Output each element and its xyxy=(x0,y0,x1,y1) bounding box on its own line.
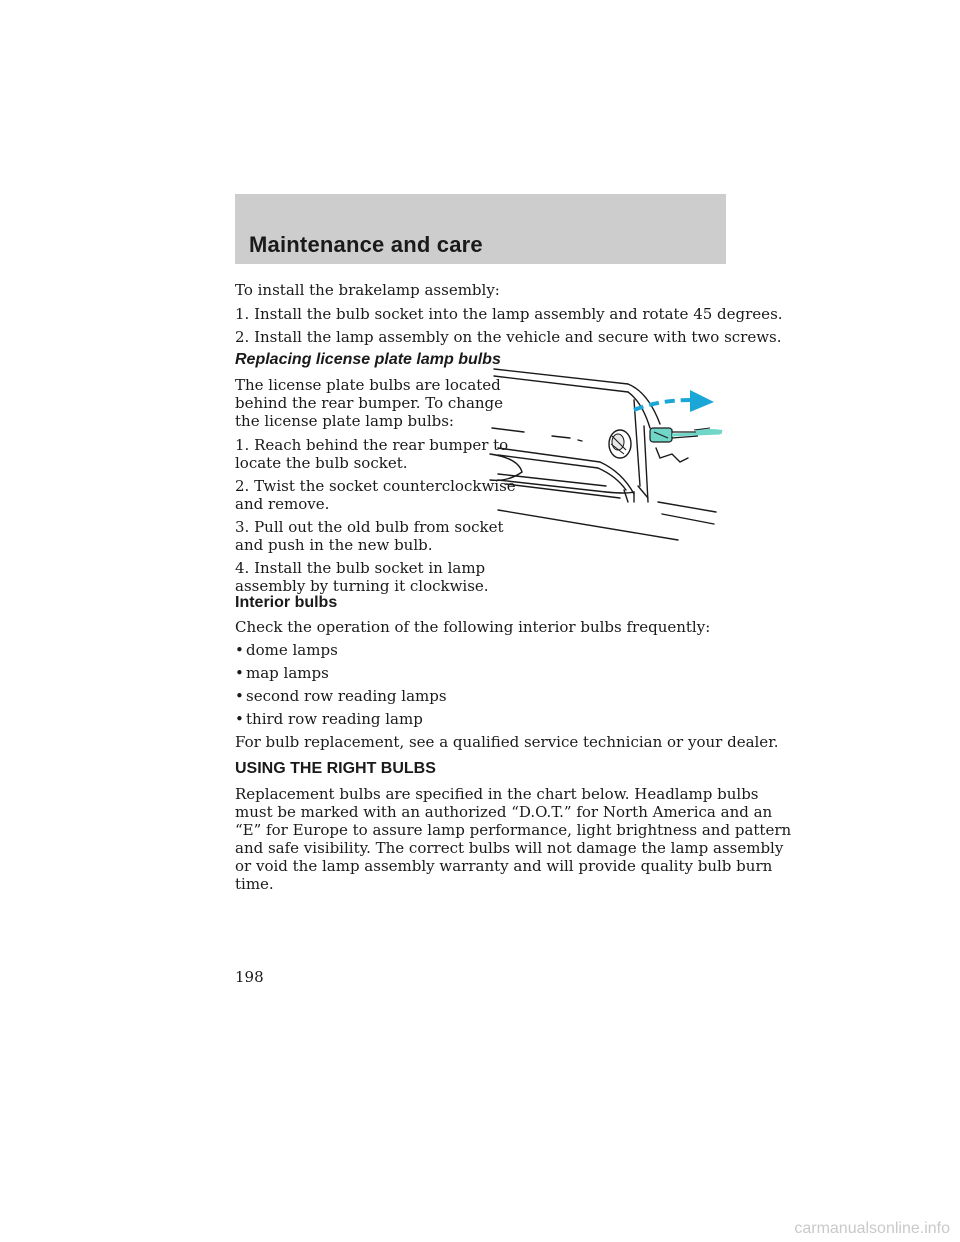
watermark: carmanualsonline.info xyxy=(794,1220,950,1237)
right-bulbs-line-1: Replacement bulbs are specified in the chart below. Headlamp bulbs xyxy=(235,785,759,803)
right-bulbs-line-4: and safe visibility. The correct bulbs will not damage the lamp assembly xyxy=(235,839,784,857)
bullet-icon: • xyxy=(235,687,244,705)
right-bulbs-heading: USING THE RIGHT BULBS xyxy=(235,760,436,777)
interior-bullet-2 xyxy=(235,664,329,683)
twist-arrow-icon xyxy=(634,390,714,412)
license-step-2-line-2: and remove. xyxy=(235,495,330,513)
license-step-1-line-1: 1. Reach behind the rear bumper to xyxy=(235,436,509,454)
license-step-1-line-2: locate the bulb socket. xyxy=(235,454,408,472)
license-lamp-illustration xyxy=(488,362,728,546)
license-para-line-1: The license plate bulbs are located xyxy=(235,376,501,394)
interior-bullet-text: dome lamps xyxy=(246,641,338,659)
bulb-socket xyxy=(650,428,722,442)
interior-bullet-text: second row reading lamps xyxy=(246,687,447,705)
bullet-icon: • xyxy=(235,710,244,728)
interior-bullet-4 xyxy=(235,710,423,729)
interior-closing: For bulb replacement, see a qualified service technician or your dealer. xyxy=(235,733,779,751)
right-bulbs-line-2: must be marked with an authorized “D.O.T.” for North America and an xyxy=(235,803,773,821)
intro-step-2: 2. Install the lamp assembly on the vehicle and secure with two screws. xyxy=(235,328,782,346)
interior-lead: Check the operation of the following interior bulbs frequently: xyxy=(235,618,711,636)
license-step-4-line-2: assembly by turning it clockwise. xyxy=(235,577,489,595)
license-para-line-3: the license plate lamp bulbs: xyxy=(235,412,454,430)
license-step-3-line-2: and push in the new bulb. xyxy=(235,536,433,554)
interior-bullet-3 xyxy=(235,687,447,706)
right-bulbs-line-5: or void the lamp assembly warranty and will provide quality bulb burn xyxy=(235,857,773,875)
bullet-icon: • xyxy=(235,641,244,659)
right-bulbs-line-6: time. xyxy=(235,875,274,893)
interior-bullet-1 xyxy=(235,641,338,660)
intro-lead: To install the brakelamp assembly: xyxy=(235,281,500,299)
license-step-3-line-1: 3. Pull out the old bulb from socket xyxy=(235,518,504,536)
bullet-icon: • xyxy=(235,664,244,682)
license-heading: Replacing license plate lamp bulbs xyxy=(235,351,501,368)
license-step-4-line-1: 4. Install the bulb socket in lamp xyxy=(235,559,486,577)
intro-step-1: 1. Install the bulb socket into the lamp assembly and rotate 45 degrees. xyxy=(235,305,783,323)
section-header-band xyxy=(235,194,726,264)
license-para-line-2: behind the rear bumper. To change xyxy=(235,394,504,412)
license-step-2-line-1: 2. Twist the socket counterclockwise xyxy=(235,477,516,495)
interior-bullet-text: map lamps xyxy=(246,664,329,682)
interior-heading: Interior bulbs xyxy=(235,594,338,611)
interior-bullet-text: third row reading lamp xyxy=(246,710,423,728)
right-bulbs-line-3: “E” for Europe to assure lamp performance, light brightness and pattern xyxy=(235,821,792,839)
section-title: Maintenance and care xyxy=(249,232,483,257)
page-number: 198 xyxy=(235,968,264,986)
lamp-housing xyxy=(609,430,631,458)
